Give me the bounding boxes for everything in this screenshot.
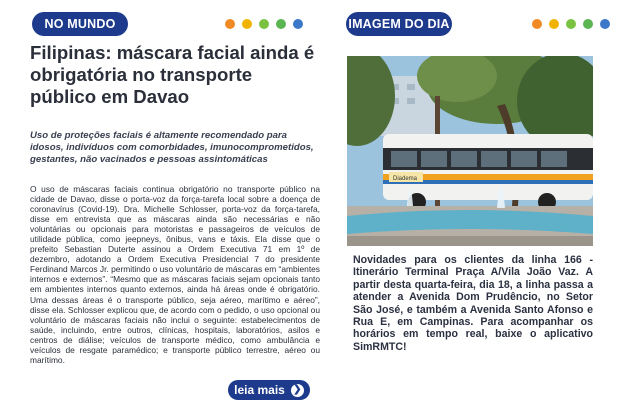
dot-yellow [242, 19, 252, 29]
decorative-dots-right [532, 19, 610, 29]
dot-green [583, 19, 593, 29]
dot-yellow [549, 19, 559, 29]
read-more-label: leia mais [234, 383, 285, 397]
section-label-imagem-do-dia: IMAGEM DO DIA [346, 12, 452, 36]
article-headline: Filipinas: máscara facial ainda é obrigatória no transporte público em Davao [30, 42, 315, 107]
read-more-button[interactable] [228, 380, 310, 400]
dot-light-green [566, 19, 576, 29]
photo-bus-fountain [347, 56, 593, 246]
dot-green [276, 19, 286, 29]
dot-orange [225, 19, 235, 29]
chevron-right-icon: ❯ [291, 384, 304, 397]
section-label-no-mundo: NO MUNDO [32, 12, 128, 36]
dot-orange [532, 19, 542, 29]
photo-caption: Novidades para os clientes da linha 166 - Itinerário Terminal Praça A/Vila João Vaz. A partir desta quarta-feira, dia 18, a linha passa a atender a Avenida Dom Prudêncio, no Setor São José, e também a Avenida Santo Afonso e Rua E, em Campinas. Para acompanhar os horários em tempo real, baixe o aplicativo SimRMTC! [353, 254, 593, 353]
article-body: O uso de máscaras faciais continua obrigatório no transporte público na cidade de Davao, disse o porta-voz da força-tarefa local sobre a doença de coronavírus (Covid-19). Dra. Michelle Schlosser, porta-voz da força-tarefa, disse em entrevista que as máscaras ainda são necessárias e não voluntárias ou opcionais para motoristas e passageiros de veículos de utilidade pública, como jeepneys, ônibus, vans e táxis. Ela disse que o prefeito Sebastian Duterte assinou a Ordem Executiva 71 em 1º de dezembro, adotando a Ordem Executiva Presidencial 7 do presidente Ferdinand Marcos Jr. permitindo o uso voluntário de máscaras em “ambientes internos e externos”. “Mesmo que as máscaras faciais sejam opcionais tanto em ambientes internos quanto externos, ainda há áreas onde é obrigatório. Uma dessas áreas é o transporte público, seja aéreo, marítimo e aéreo”, disse ela. Schlosser explicou que, de acordo com o pedido, o uso opcional ou voluntário de máscaras faciais não inclui o seguinte: estabelecimentos de saúde, incluindo, entre outros, clínicas, hospitais, laboratórios, asilos e centros de diálise; veículos de transporte médico, como ambulância e veículos de resgate paramédico; e transporte público terrestre, aéreo ou marítimo. [30, 184, 320, 365]
image-of-the-day-column [334, 0, 641, 411]
dot-blue [600, 19, 610, 29]
dot-light-green [259, 19, 269, 29]
decorative-dots-left [225, 19, 303, 29]
bus-sign-text: Diadema [393, 176, 418, 182]
dot-blue [293, 19, 303, 29]
article-subtitle: Uso de proteções faciais é altamente recomendado para idosos, indivíduos com comorbidades, imunocomprometidos, gestantes, não vacinados e pessoas assintomáticas [30, 130, 314, 165]
